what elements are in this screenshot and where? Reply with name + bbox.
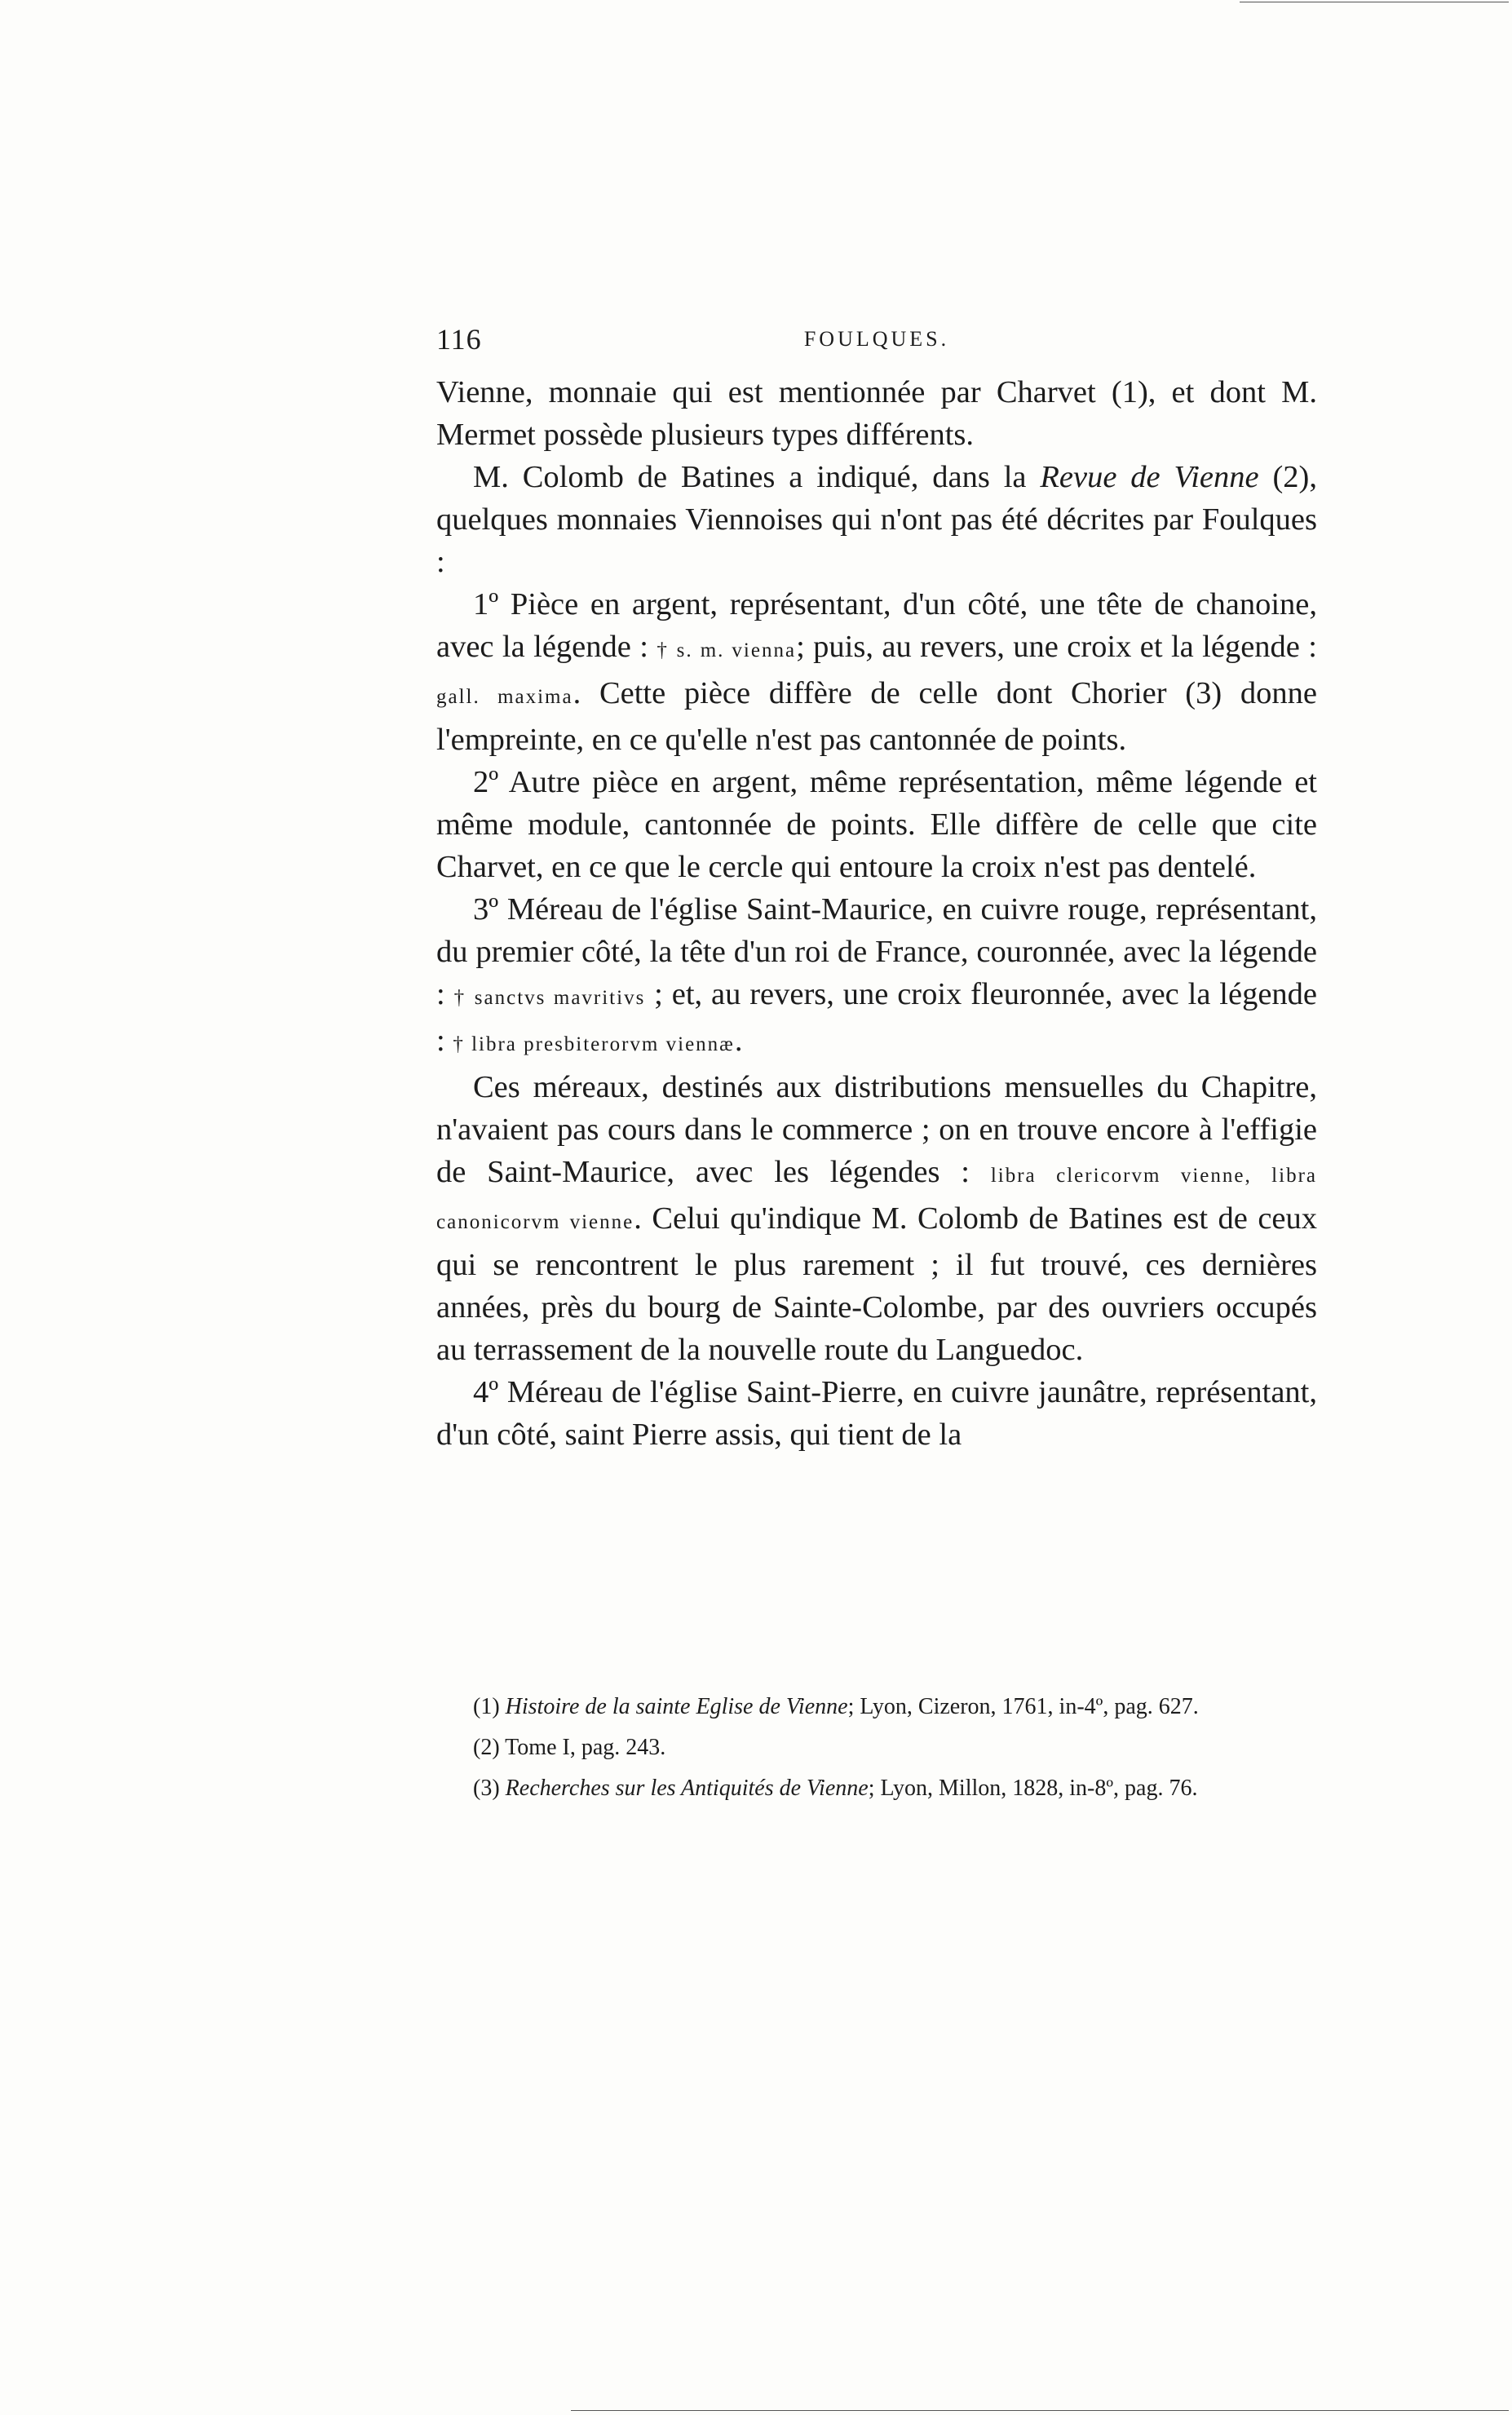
- footnote-title: Histoire de la sainte Eglise de Vienne: [505, 1694, 848, 1719]
- paragraph-mereaux: Ces méreaux, destinés aux distributions mensuelles du Chapitre, n'avaient pas cours dans le commerce ; on en trouve encore à l'effigie de Saint-Maurice, avec les légendes : libra clericorvm vienne, libra canonicorvm vienne. Celui qu'indique M. Colomb de Batines est de ceux qui se rencontrent le plus rarement ; il fut trouvé, ces dernières années, près du bourg de Sainte-Colombe, par des ouvriers occupés au terrassement de la nouvelle route du Languedoc.: [436, 1070, 1317, 1367]
- footnote-1: (1) Histoire de la sainte Eglise de Vienne; Lyon, Cizeron, 1761, in-4º, pag. 627.: [473, 1694, 1199, 1719]
- running-head: [436, 322, 1317, 371]
- legend: † s. m. vienna: [657, 639, 797, 661]
- paragraph-colomb: M. Colomb de Batines a indiqué, dans la Revue de Vienne (2), quelques monnaies Viennoises qui n'ont pas été décrites par Foulques :: [436, 460, 1317, 579]
- paragraph-item-1: 1º Pièce en argent, représentant, d'un côté, une tête de chanoine, avec la légende : † s. m. vienna; puis, au revers, une croix et la légende : gall. maxima. Cette pièce diffère de celle dont Chorier (3) donne l'empreinte, en ce qu'elle n'est pas cantonnée de points.: [436, 587, 1317, 757]
- legend: † sanctvs mavritivs: [453, 987, 646, 1009]
- running-title: FOULQUES.: [803, 327, 950, 351]
- paragraph-item-2: 2º Autre pièce en argent, même représentation, même légende et même module, cantonnée de points. Elle diffère de celle que cite Charvet, en ce que le cercle qui entoure la croix n'est pas dentelé.: [436, 765, 1317, 884]
- paragraph-continuation: Vienne, monnaie qui est mentionnée par Charvet (1), et dont M. Mermet possède plusieurs types différents.: [436, 375, 1317, 452]
- body-text: [436, 371, 1317, 1456]
- page-number: 116: [436, 323, 482, 356]
- footnote-2: (2) Tome I, pag. 243.: [473, 1735, 666, 1760]
- journal-title: Revue de Vienne: [1040, 460, 1259, 494]
- footnote-title: Recherches sur les Antiquités de Vienne: [505, 1776, 869, 1801]
- legend: † libra presbiterorvm viennæ: [453, 1033, 735, 1055]
- footnotes: [436, 1687, 1317, 1809]
- paragraph-item-3: 3º Méreau de l'église Saint-Maurice, en cuivre rouge, représentant, du premier côté, la tête d'un roi de France, couronnée, avec la légende : † sanctvs mavritivs ; et, au revers, une croix fleuronnée, avec la légende : † libra presbiterorvm viennæ.: [436, 892, 1317, 1058]
- paragraph-item-4: 4º Méreau de l'église Saint-Pierre, en cuivre jaunâtre, représentant, d'un côté, saint Pierre assis, qui tient de la: [436, 1375, 1317, 1452]
- legend: libra clericorvm vienne, libra canonicorvm vienne: [436, 1165, 1317, 1233]
- legend: gall. maxima: [436, 686, 573, 708]
- page: [436, 322, 1317, 1456]
- scan-edge-line-bottom: [571, 2410, 1509, 2411]
- footnote-3: (3) Recherches sur les Antiquités de Vienne; Lyon, Millon, 1828, in-8º, pag. 76.: [473, 1776, 1198, 1801]
